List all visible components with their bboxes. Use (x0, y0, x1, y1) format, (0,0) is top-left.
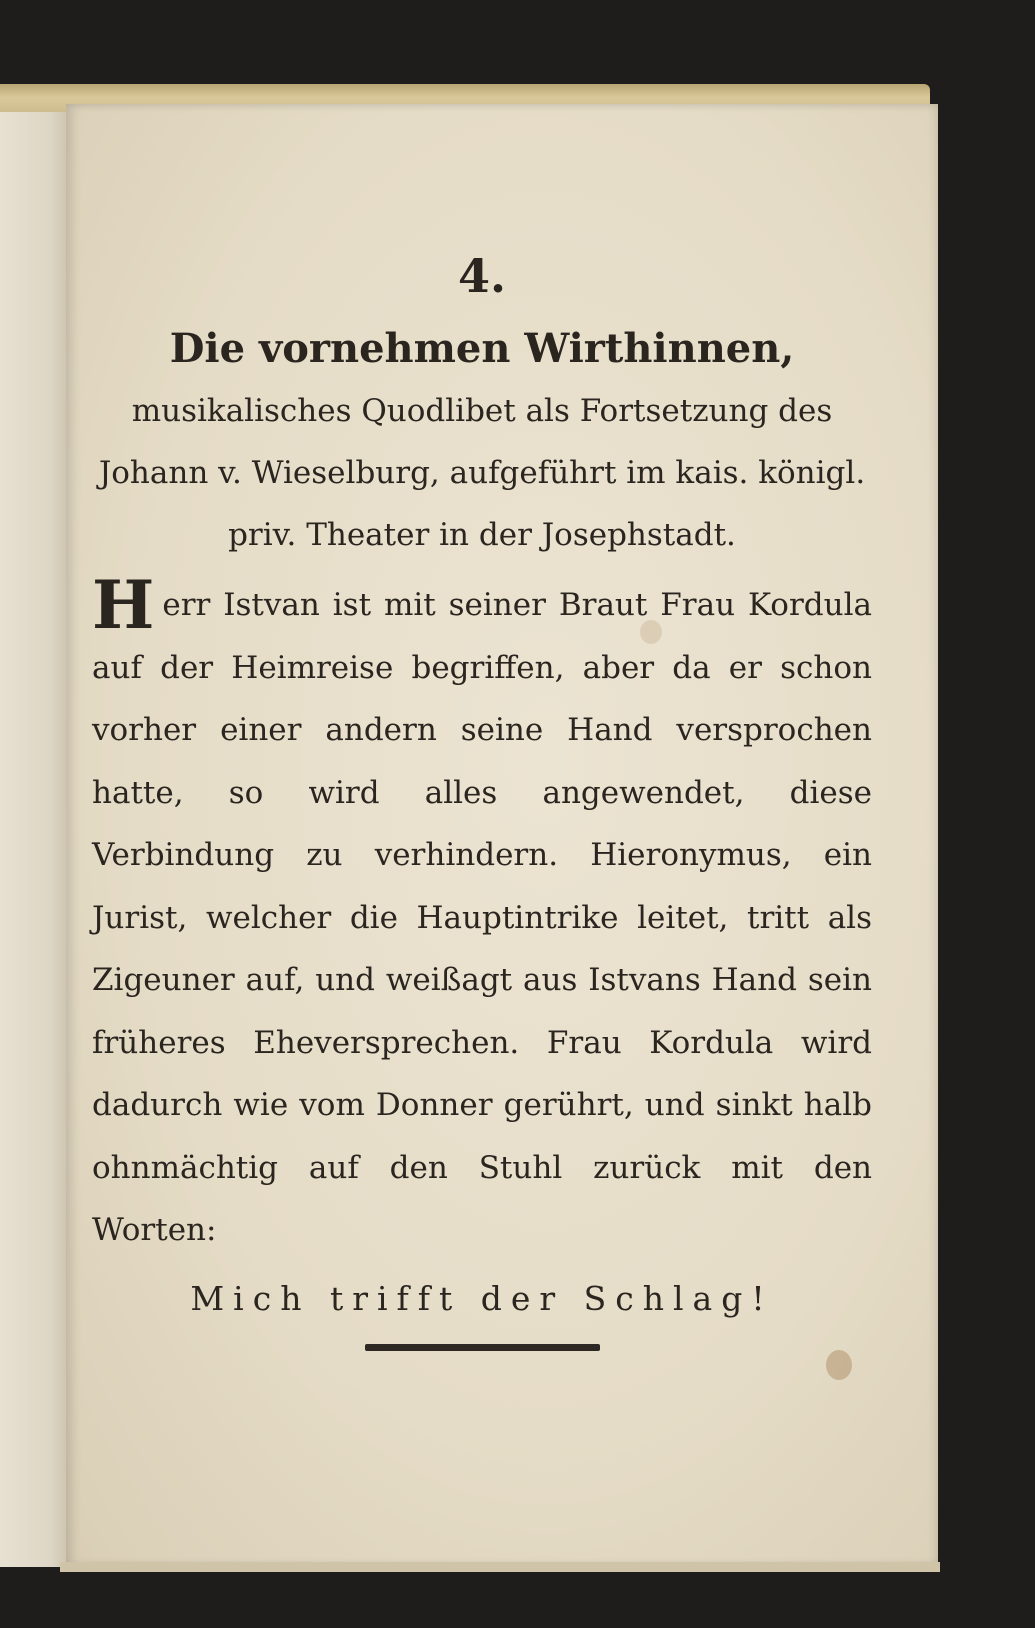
page-text (92, 240, 872, 1351)
foxing-stain (826, 1350, 852, 1380)
chapter-number: 4. (457, 249, 507, 303)
initial-capital: H (92, 566, 155, 644)
closing-quote: Mich trifft der Schlag! (190, 1278, 774, 1318)
body-paragraph (92, 566, 872, 1262)
previous-page-edge (0, 112, 72, 1567)
page-bottom-edge (60, 1562, 940, 1572)
closing-rule (365, 1344, 600, 1351)
chapter-subtitle: musikalisches Quodlibet als Fortsetzung des Johann v. Wieselburg, aufgeführt im kais. königl. priv. Theater in der Josephstadt. (98, 393, 866, 553)
body-text: err Istvan ist mit seiner Braut Frau Kordula auf der Heimreise begriffen, aber da er schon vorher einer andern seine Hand versprochen hatte, so wird alles angewendet, diese Verbindung zu verhindern. Hieronymus, ein Jurist, welcher die Hauptintrike leitet, tritt als Zigeuner auf, und weißagt aus Istvans Hand sein früheres Eheversprechen. Frau Kordula wird dadurch wie vom Donner gerührt, und sinkt halb ohnmächtig auf den Stuhl zurück mit den Worten: (92, 587, 872, 1248)
chapter-title: Die vornehmen Wirthinnen, (169, 325, 795, 372)
